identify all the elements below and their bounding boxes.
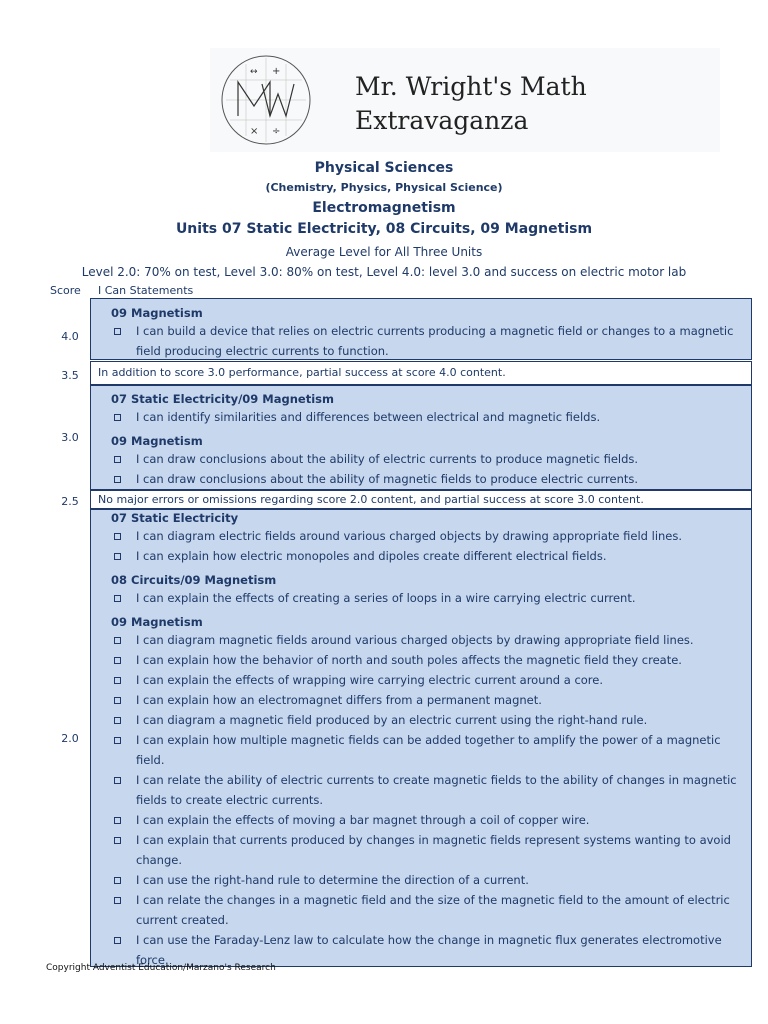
checkbox-icon (114, 737, 121, 744)
checkbox-icon (114, 677, 121, 684)
score-row-2-5 (90, 490, 752, 509)
ican-statement: I can relate the changes in a magnetic field and the size of the magnetic field to the amount of electric current created. (111, 890, 741, 930)
checkbox-icon (114, 817, 121, 824)
score-row-3-5 (90, 361, 752, 385)
checkbox-icon (114, 697, 121, 704)
score-row-4-0 (90, 298, 752, 360)
checkbox-icon (114, 937, 121, 944)
checkbox-icon (114, 717, 121, 724)
ican-statement: I can relate the ability of electric currents to create magnetic fields to the ability of changes in magnetic fields to create electric currents. (111, 770, 741, 810)
section-heading: 07 Static Electricity (111, 511, 239, 525)
section-heading: 08 Circuits/09 Magnetism (111, 573, 277, 587)
checkbox-icon (114, 657, 121, 664)
ican-statement: I can explain how multiple magnetic fields can be added together to amplify the power of a magnetic field. (111, 730, 741, 770)
ican-statement: I can draw conclusions about the ability of electric currents to produce magnetic fields. (111, 449, 741, 469)
checkbox-icon (114, 595, 121, 602)
svg-text:↔: ↔ (250, 67, 258, 77)
ican-statement: I can diagram magnetic fields around various charged objects by drawing appropriate field lines. (111, 630, 741, 650)
checkbox-icon (114, 328, 121, 335)
row-text: In addition to score 3.0 performance, partial success at score 4.0 content. (98, 366, 506, 379)
row-text: No major errors or omissions regarding score 2.0 content, and partial success at score 3.0 content. (98, 493, 644, 506)
score-column-header: Score (50, 284, 81, 297)
units-title: Units 07 Static Electricity, 08 Circuits, 09 Magnetism (175, 221, 593, 237)
ican-statement: I can explain the effects of moving a bar magnet through a coil of copper wire. (111, 810, 741, 830)
checkbox-icon (114, 533, 121, 540)
checkbox-icon (114, 476, 121, 483)
ican-statement: I can build a device that relies on electric currents producing a magnetic field or changes to a magnetic field producing electric currents to function. (111, 321, 741, 361)
ican-statement: I can draw conclusions about the ability of magnetic fields to produce electric currents. (111, 469, 741, 489)
ican-statement: I can use the right-hand rule to determine the direction of a current. (111, 870, 741, 890)
ican-statement: I can identify similarities and differences between electrical and magnetic fields. (111, 407, 741, 427)
brand-line-2: Extravaganza (355, 106, 529, 135)
section-heading: 07 Static Electricity/09 Magnetism (111, 392, 334, 406)
checkbox-icon (114, 837, 121, 844)
average-level-text: Average Level for All Three Units (285, 245, 483, 259)
svg-text:×: × (250, 126, 259, 137)
section-heading: 09 Magnetism (111, 434, 203, 448)
ican-statement: I can explain that currents produced by changes in magnetic fields represent systems wanting to avoid change. (111, 830, 741, 870)
score-3-5: 3.5 (61, 369, 79, 382)
page-title: Physical Sciences (314, 160, 454, 176)
checkbox-icon (114, 553, 121, 560)
ican-statement: I can diagram electric fields around various charged objects by drawing appropriate field lines. (111, 526, 741, 546)
ican-statement: I can use the Faraday-Lenz law to calculate how the change in magnetic flux generates electromotive force. (111, 930, 741, 970)
checkbox-icon (114, 777, 121, 784)
checkbox-icon (114, 637, 121, 644)
checkbox-icon (114, 877, 121, 884)
score-4-0: 4.0 (61, 330, 79, 343)
ican-statement: I can explain how electric monopoles and dipoles create different electrical fields. (111, 546, 741, 566)
checkbox-icon (114, 456, 121, 463)
checkbox-icon (114, 897, 121, 904)
topic-title: Electromagnetism (312, 200, 456, 216)
score-row-2-0 (90, 509, 752, 967)
ican-statement: I can explain the effects of wrapping wire carrying electric current around a core. (111, 670, 741, 690)
score-2-0: 2.0 (61, 732, 79, 745)
checkbox-icon (114, 414, 121, 421)
score-row-3-0 (90, 385, 752, 490)
score-3-0: 3.0 (61, 431, 79, 444)
mw-logo-icon (220, 54, 312, 146)
section-heading: 09 Magnetism (111, 615, 203, 629)
copyright-footer: Copyright Adventist Education/Marzano's Research (46, 963, 276, 973)
brand-title (355, 70, 587, 138)
score-2-5: 2.5 (61, 495, 79, 508)
ican-statement: I can diagram a magnetic field produced by an electric current using the right-hand rule. (111, 710, 741, 730)
svg-text:÷: ÷ (272, 126, 281, 137)
section-heading: 09 Magnetism (111, 306, 203, 320)
brand-line-1: Mr. Wright's Math (355, 72, 587, 101)
page-subtitle: (Chemistry, Physics, Physical Science) (265, 181, 503, 194)
ican-statement: I can explain how an electromagnet differs from a permanent magnet. (111, 690, 741, 710)
levels-description: Level 2.0: 70% on test, Level 3.0: 80% on test, Level 4.0: level 3.0 and success on electric motor lab (81, 265, 687, 279)
brand-header (210, 48, 720, 152)
svg-text:+: + (272, 66, 281, 77)
ican-statement: I can explain how the behavior of north and south poles affects the magnetic field they create. (111, 650, 741, 670)
ican-column-header: I Can Statements (98, 284, 194, 297)
ican-statement: I can explain the effects of creating a series of loops in a wire carrying electric current. (111, 588, 741, 608)
